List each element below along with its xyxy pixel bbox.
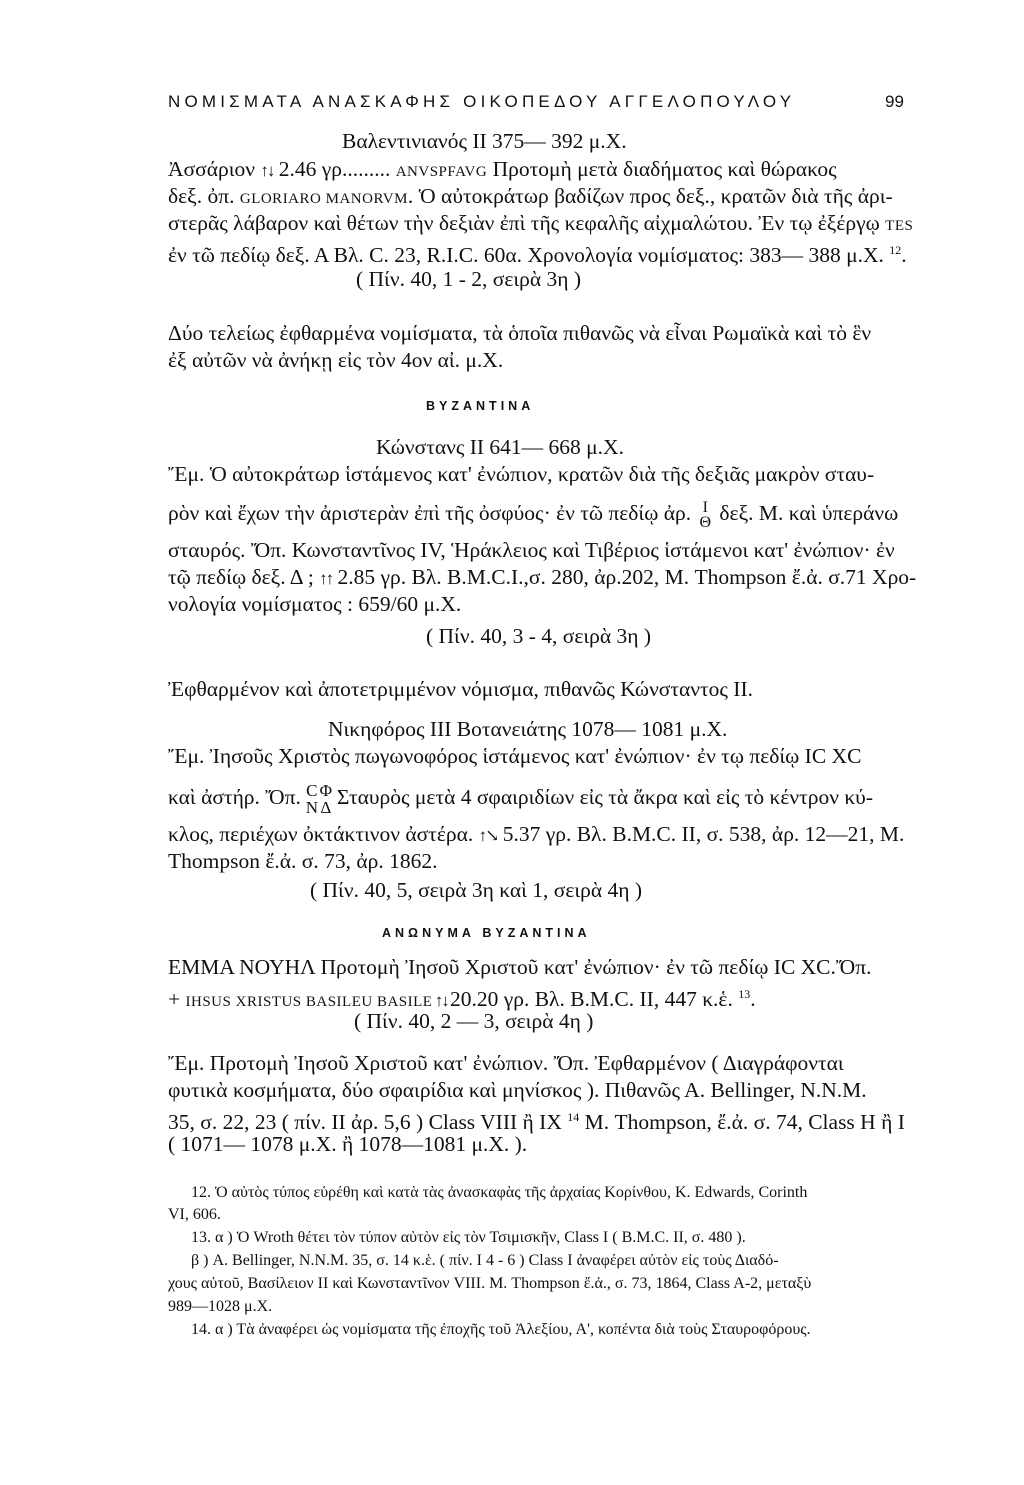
entry3-line3 [168, 821, 904, 849]
entry1-line3 [168, 210, 913, 239]
footnote-12-line1: 12. Ὁ αὐτὸς τύπος εὑρέθη καὶ κατὰ τὰς ἀνασκαφὰς τῆς ἀρχαίας Κορίνθου, K. Edwards, Corinth [191, 1184, 808, 1201]
entry4-paragraph-line1: Ἔμ. Προτομὴ Ἰησοῦ Χριστοῦ κατ' ἐνώπιον. Ὄπ. Ἐφθαρμένον ( Διαγράφονται [168, 1051, 844, 1075]
text-span: . [901, 243, 907, 268]
running-header-title: ΝΟΜΙΣΜΑΤΑ ΑΝΑΣΚΑΦΗΣ ΟΙΚΟΠΕΔΟΥ ΑΓΓΕΛΟΠΟΥΛΟΥ [168, 92, 796, 111]
text-span: κλος, περιέχων ὀκτάκτινον ἀστέρα. [168, 822, 479, 846]
die-axis-arrows: ↑↘ [478, 826, 498, 845]
entry4-line1: ΕΜΜΑ ΝΟΥΗΛ Προτομὴ Ἰησοῦ Χριστοῦ κατ' ἐνώπιον· ἐν τῶ πεδίῳ IC XC.Ὄπ. [168, 955, 872, 979]
footnote-13-line4: 989—1028 μ.Χ. [168, 1298, 273, 1315]
text-span: Σταυρὸς μετὰ 4 σφαιριδίων εἰς τὰ ἄκρα καὶ εἰς τὸ κέντρον κύ- [336, 784, 873, 809]
page-number: 99 [885, 92, 904, 111]
entry2-line4 [168, 564, 916, 592]
text-span: . [750, 987, 756, 1012]
entry2-note: Ἐφθαρμένον καὶ ἀποτετριμμένον νόμισμα, πιθανῶς Κώνσταντος ΙΙ. [168, 677, 753, 701]
entry-heading-valentinian: Βαλεντινιανός ΙΙ 375— 392 μ.Χ. [342, 129, 627, 153]
entry1-line4 [168, 237, 907, 268]
entry-heading-nikephoros: Νικηφόρος ΙΙΙ Βοτανειάτης 1078— 1081 μ.Χ. [328, 717, 728, 741]
entry1-note-line2: ἐξ αὐτῶν νὰ ἀνήκῃ εἰς τὸν 4ον αἰ. μ.Χ. [168, 348, 504, 372]
footnote-ref: 13 [738, 987, 751, 1001]
legend-text: ANVSPFAVG [395, 164, 488, 180]
text-span: δεξ. ὀπ. [168, 184, 240, 208]
entry4-paragraph-line2: φυτικὰ κοσμήματα, δύο σφαιρίδια καὶ μηνίσκος ). Πιθανῶς Α. Bellinger, N.N.M. [168, 1078, 867, 1102]
entry-heading-constans: Κώνστανς ΙΙ 641— 668 μ.Χ. [376, 435, 624, 459]
entry4-paragraph-line4: ( 1071— 1078 μ.Χ. ἢ 1078—1081 μ.Χ. ). [168, 1132, 528, 1156]
entry3-line1: Ἔμ. Ἰησοῦς Χριστὸς πωγωνοφόρος ἱστάμενος κατ' ἐνώπιον· ἐν τῳ πεδίῳ IC XC [168, 744, 862, 768]
text-span: 2.46 γρ......... [273, 157, 396, 181]
legend-text: TES [885, 218, 914, 234]
plate-reference: ( Πίν. 40, 2 — 3, σειρὰ 4η ) [354, 1009, 594, 1033]
die-axis-arrows: ↑↓ [432, 991, 450, 1011]
die-axis-arrows: ↑↓ [260, 161, 274, 180]
footnote-ref: 12 [889, 243, 902, 257]
plate-reference: ( Πίν. 40, 3 - 4, σειρὰ 3η ) [426, 624, 652, 648]
legend-text: GLORIARO MANORVM [239, 191, 408, 207]
entry2-line5: νολογία νομίσματος : 659/60 μ.Χ. [168, 592, 462, 616]
legend-letters-stack [305, 782, 333, 816]
monogram-stack [699, 500, 711, 530]
section-title-anonyma: ΑΝΩΝΥΜΑ ΒΥΖΑΝΤΙΝΑ [382, 926, 591, 940]
footnote-13-line2: β ) A. Bellinger, N.N.M. 35, σ. 14 κ.ἑ. ( πίν. I 4 - 6 ) Class I ἀναφέρει αὐτὸν εἰς τοὺς Διαδό- [191, 1252, 779, 1269]
plate-reference: ( Πίν. 40, 5, σειρὰ 3η καὶ 1, σειρὰ 4η ) [310, 878, 643, 902]
entry2-line1: Ἔμ. Ὁ αὐτοκράτωρ ἱστάμενος κατ' ἐνώπιον, κρατῶν διὰ τῆς δεξιᾶς μακρὸν σταυ- [168, 462, 875, 486]
text-span: 2.85 γρ. Βλ. Β.Μ.C.I.,σ. 280, ἀρ.202, Μ. Thompson ἔ.ἀ. σ.71 Χρο- [332, 565, 917, 589]
die-axis-arrows: ↑↑ [319, 569, 333, 588]
text-span: 5.37 γρ. Βλ. Β.Μ.C. II, σ. 538, ἀρ. 12—21, Μ. [497, 822, 905, 846]
text-span: 20.20 γρ. Βλ. Β.Μ.C. II, 447 κ.ἑ. [449, 987, 739, 1012]
section-title-byzantina: ΒΥΖΑΝΤΙΝΑ [426, 399, 535, 413]
footnote-13-line1: 13. α ) Ὁ Wroth θέτει τὸν τύπον αὐτὸν εἰς τὸν Τσιμισκῆν, Class I ( B.M.C. II, σ. 480 ). [191, 1229, 746, 1246]
stack-bottom: Θ [699, 514, 712, 532]
entry2-line3: σταυρός. Ὄπ. Κωνσταντῖνος IV, Ἡράκλειος καὶ Τιβέριος ἱστάμενοι κατ' ἐνώπιον· ἐν [168, 538, 895, 562]
footnote-ref: 14 [567, 1110, 580, 1124]
text-span: Ἀσσάριον [168, 157, 261, 181]
text-span: . Ὁ αὐτοκράτωρ βαδίζων προς δεξ., κρατῶν διὰ τῆς ἀρι- [407, 184, 893, 208]
stack-letter: Δ [320, 798, 332, 817]
text-span: δεξ. Μ. καὶ ὑπεράνω [719, 501, 899, 525]
text-span: στερᾶς λάβαρον καὶ θέτων τὴν δεξιὰν ἐπὶ τῆς κεφαλῆς αἰχμαλώτου. Ἐν τῳ ἐξέργῳ [168, 211, 880, 235]
text-span: ρὸν καὶ ἔχων τὴν ἀριστερὰν ἐπὶ τῆς ὀσφύος· ἐν τῶ πεδίῳ ἀρ. [168, 501, 692, 525]
stack-letter: C [306, 781, 318, 800]
entry1-line1 [168, 156, 837, 185]
entry1-line2 [168, 183, 893, 212]
text-span: Μ. Thompson, ἔ.ἀ. σ. 74, Class H ἢ I [579, 1110, 905, 1135]
text-span: τῷ πεδίῳ δεξ. Δ ; [168, 565, 320, 589]
entry3-line4: Thompson ἔ.ἀ. σ. 73, ἀρ. 1862. [168, 849, 438, 873]
footnote-12-line2: VI, 606. [168, 1206, 221, 1223]
legend-text: IHSUS XRISTUS BASILEU BASILE [185, 994, 433, 1011]
footnote-13-line3: χους αὐτοῦ, Βασίλειον II καὶ Κωνσταντῖνον VIII. Μ. Thompson ἔ.ἀ., σ. 73, 1864, Class A-2, μεταξὺ [168, 1275, 812, 1292]
entry3-line2 [168, 782, 873, 816]
text-span: 35, σ. 22, 23 ( πίν. II ἀρ. 5,6 ) Class VIII ἢ IX [168, 1110, 568, 1135]
stack-letter: Φ [319, 781, 333, 800]
stack-top: Ι [702, 499, 708, 517]
plate-reference: ( Πίν. 40, 1 - 2, σειρὰ 3η ) [356, 267, 582, 291]
stack-letter: Ν [305, 798, 318, 817]
text-span: ἐν τῶ πεδίῳ δεξ. Α Βλ. C. 23, R.I.C. 60α. Χρονολογία νομίσματος: 383— 388 μ.Χ. [168, 243, 890, 268]
text-span: καὶ ἀστήρ. Ὄπ. [168, 784, 301, 809]
footnote-14: 14. α ) Τὰ ἀναφέρει ὡς νομίσματα τῆς ἐποχῆς τοῦ Ἀλεξίου, Α', κοπέντα διὰ τοὺς Σταυροφόρους. [191, 1321, 811, 1338]
text-span: Προτομὴ μετὰ διαδήματος καὶ θώρακος [487, 157, 837, 181]
entry2-line2 [168, 500, 898, 530]
entry1-note-line1: Δύο τελείως ἐφθαρμένα νομίσματα, τὰ ὁποῖα πιθανῶς νὰ εἶναι Ρωμαϊκὰ καὶ τὸ ἓν [168, 321, 872, 345]
text-span: + [168, 987, 186, 1012]
